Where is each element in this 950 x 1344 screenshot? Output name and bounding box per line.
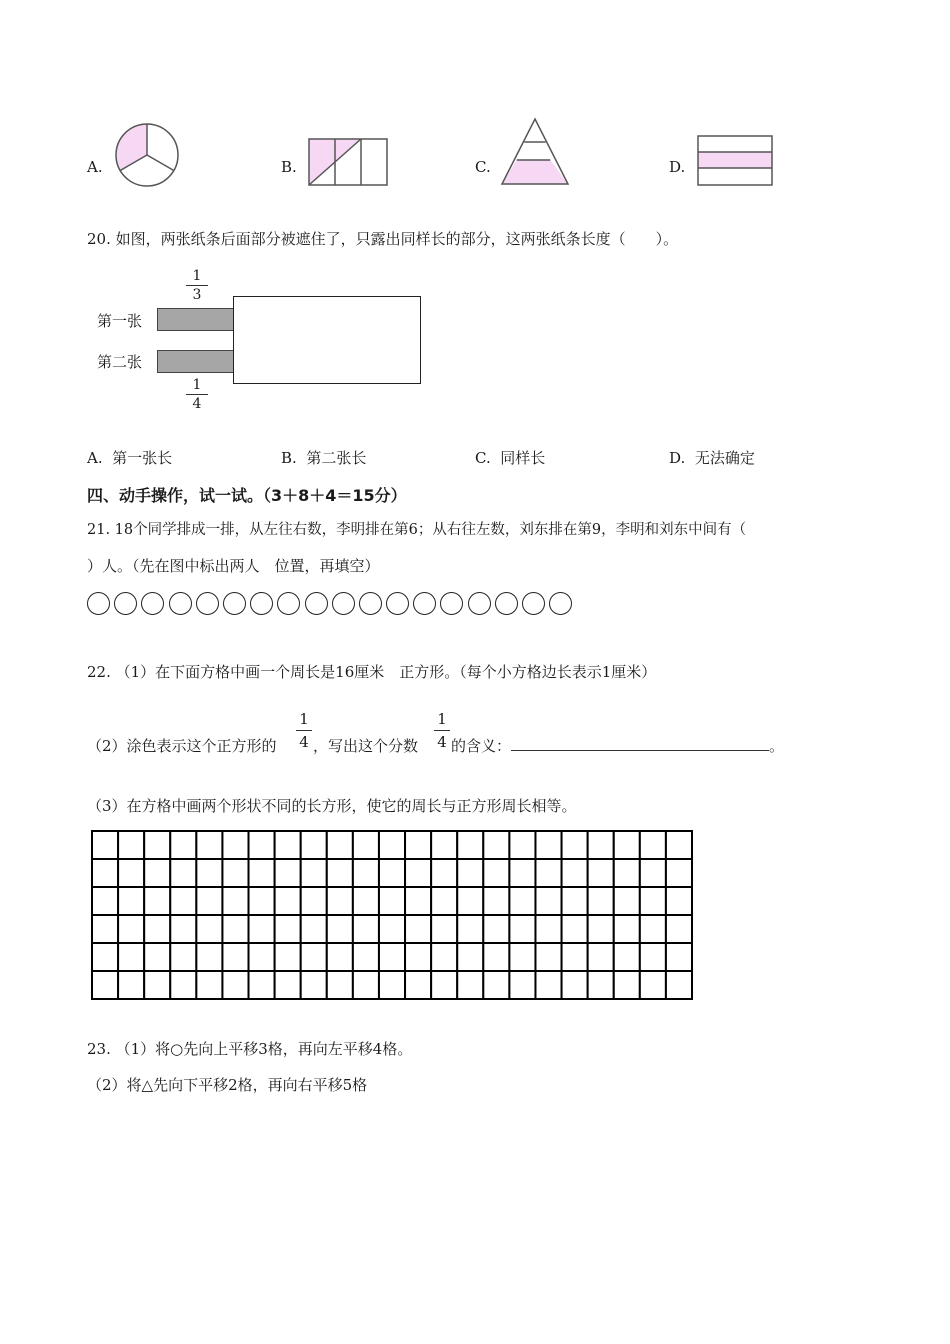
grid-cell[interactable] <box>640 887 666 915</box>
grid-cell[interactable] <box>327 971 353 999</box>
grid-cell[interactable] <box>614 831 640 859</box>
grid-cell[interactable] <box>327 859 353 887</box>
q20-strip2-label: 第二张 <box>97 353 143 371</box>
grid-cell[interactable] <box>431 915 457 943</box>
grid-cell[interactable] <box>144 971 170 999</box>
q22-frac1-denominator: 4 <box>299 733 309 751</box>
grid-cell[interactable] <box>405 943 431 971</box>
grid-cell[interactable] <box>640 943 666 971</box>
grid-cell[interactable] <box>196 887 222 915</box>
q19-bar-figure <box>695 134 775 188</box>
grid-cell[interactable] <box>431 859 457 887</box>
grid-cell[interactable] <box>249 859 275 887</box>
grid-cell[interactable] <box>509 971 535 999</box>
grid-cell[interactable] <box>353 943 379 971</box>
grid-cell[interactable] <box>588 971 614 999</box>
q20-option-b <box>281 448 366 468</box>
q20-strip1 <box>157 308 235 331</box>
grid-cell[interactable] <box>483 859 509 887</box>
grid-cell[interactable] <box>666 943 692 971</box>
grid-cell[interactable] <box>457 887 483 915</box>
q22-answer-blank[interactable] <box>511 736 769 751</box>
grid-cell[interactable] <box>614 943 640 971</box>
q20-strip2 <box>157 350 235 373</box>
q20-option-c-text: 同样长 <box>500 449 546 467</box>
grid-cell[interactable] <box>275 859 301 887</box>
grid-cell[interactable] <box>118 887 144 915</box>
grid-cell[interactable] <box>614 915 640 943</box>
grid-cell[interactable] <box>144 887 170 915</box>
grid-cell[interactable] <box>275 887 301 915</box>
grid-cell[interactable] <box>170 831 196 859</box>
grid-cell[interactable] <box>588 943 614 971</box>
grid-cell[interactable] <box>640 859 666 887</box>
grid-cell[interactable] <box>640 971 666 999</box>
q23-part2: （2）将△先向下平移2格，再向右平移5格 <box>87 1076 368 1094</box>
q21-student-circle[interactable] <box>332 592 355 615</box>
q21-student-circle[interactable] <box>114 592 137 615</box>
q21-student-circle[interactable] <box>141 592 164 615</box>
grid-cell[interactable] <box>588 887 614 915</box>
q21-student-circle[interactable] <box>223 592 246 615</box>
grid-cell[interactable] <box>562 943 588 971</box>
grid-cell[interactable] <box>431 887 457 915</box>
grid-cell[interactable] <box>614 887 640 915</box>
grid-cell[interactable] <box>405 915 431 943</box>
grid-cell[interactable] <box>457 971 483 999</box>
q21-student-circle[interactable] <box>359 592 382 615</box>
grid-cell[interactable] <box>562 915 588 943</box>
grid-cell[interactable] <box>144 831 170 859</box>
q21-student-circle[interactable] <box>196 592 219 615</box>
q22-part3: （3）在方格中画两个形状不同的长方形，使它的周长与正方形周长相等。 <box>87 797 577 815</box>
grid-cell[interactable] <box>353 887 379 915</box>
grid-cell[interactable] <box>431 943 457 971</box>
grid-cell[interactable] <box>275 971 301 999</box>
q21-student-circle[interactable] <box>305 592 328 615</box>
grid-cell[interactable] <box>92 859 118 887</box>
grid-cell[interactable] <box>379 831 405 859</box>
q19-option-d-label: D. <box>669 158 686 176</box>
grid-cell[interactable] <box>249 887 275 915</box>
q19-option-b-label: B. <box>281 158 297 176</box>
grid-cell[interactable] <box>327 915 353 943</box>
grid-cell[interactable] <box>301 943 327 971</box>
grid-cell[interactable] <box>170 859 196 887</box>
grid-cell[interactable] <box>196 859 222 887</box>
grid-cell[interactable] <box>249 943 275 971</box>
grid-cell[interactable] <box>535 915 561 943</box>
grid-cell[interactable] <box>222 831 248 859</box>
grid-cell[interactable] <box>509 859 535 887</box>
grid-cell[interactable] <box>144 859 170 887</box>
grid-cell[interactable] <box>196 971 222 999</box>
grid-cell[interactable] <box>535 859 561 887</box>
grid-cell[interactable] <box>483 887 509 915</box>
q20-frac1-denominator: 3 <box>192 287 202 303</box>
q21-student-circle[interactable] <box>413 592 436 615</box>
q21-student-circle[interactable] <box>495 592 518 615</box>
q21-student-circle[interactable] <box>440 592 463 615</box>
grid-cell[interactable] <box>327 887 353 915</box>
grid-cell[interactable] <box>405 887 431 915</box>
grid-cell[interactable] <box>509 915 535 943</box>
grid-cell[interactable] <box>301 859 327 887</box>
q20-option-c-letter: C. <box>475 449 491 467</box>
grid-cell[interactable] <box>301 887 327 915</box>
q20-strip1-label: 第一张 <box>97 312 143 330</box>
grid-cell[interactable] <box>457 831 483 859</box>
grid-cell[interactable] <box>249 831 275 859</box>
grid-cell[interactable] <box>640 915 666 943</box>
grid-cell[interactable] <box>222 915 248 943</box>
grid-cell[interactable] <box>379 859 405 887</box>
q22-part2-b: ，写出这个分数 <box>313 737 419 755</box>
grid-cell[interactable] <box>457 915 483 943</box>
grid-cell[interactable] <box>92 915 118 943</box>
q21-line2: ）人。（先在图中标出两人 位置，再填空） <box>87 557 380 575</box>
q22-frac2-denominator: 4 <box>437 733 447 751</box>
q19-rectangle-figure <box>306 137 390 188</box>
grid-cell[interactable] <box>353 971 379 999</box>
grid-cell[interactable] <box>144 915 170 943</box>
grid-cell[interactable] <box>222 943 248 971</box>
q20-option-d-letter: D. <box>669 449 686 467</box>
grid-cell[interactable] <box>118 831 144 859</box>
grid-cell[interactable] <box>562 971 588 999</box>
grid-cell[interactable] <box>614 971 640 999</box>
q22-part2-fraction-2 <box>434 709 450 752</box>
grid-cell[interactable] <box>249 915 275 943</box>
q22-square-grid[interactable] <box>90 829 694 1001</box>
q20-cover-box <box>233 296 421 384</box>
grid-cell[interactable] <box>666 971 692 999</box>
grid-cell[interactable] <box>509 887 535 915</box>
grid-cell[interactable] <box>666 887 692 915</box>
q21-student-circle[interactable] <box>386 592 409 615</box>
q20-frac1-numerator: 1 <box>192 268 202 284</box>
q20-option-d <box>669 448 755 468</box>
q19-triangle-figure <box>498 116 572 188</box>
q19-circle-figure <box>113 121 183 191</box>
grid-cell[interactable] <box>588 859 614 887</box>
q20-option-b-letter: B. <box>281 449 297 467</box>
q20-option-b-text: 第二张长 <box>306 449 367 467</box>
grid-cell[interactable] <box>92 971 118 999</box>
grid-cell[interactable] <box>92 831 118 859</box>
q20-option-a-text: 第一张长 <box>112 449 173 467</box>
grid-cell[interactable] <box>118 915 144 943</box>
grid-cell[interactable] <box>666 831 692 859</box>
q21-line1: 21. 18个同学排成一排，从左往右数，李明排在第6；从右往左数，刘东排在第9，李明和刘东中间有（ <box>87 522 747 538</box>
grid-cell[interactable] <box>170 887 196 915</box>
q22-part2-fraction-1 <box>296 709 312 752</box>
grid-cell[interactable] <box>327 831 353 859</box>
grid-cell[interactable] <box>509 831 535 859</box>
q20-option-a-letter: A. <box>87 449 103 467</box>
q19-bar-shaded-middle <box>698 152 772 168</box>
grid-cell[interactable] <box>562 831 588 859</box>
grid-cell[interactable] <box>379 943 405 971</box>
q20-option-a <box>87 448 172 468</box>
grid-cell[interactable] <box>301 971 327 999</box>
q20-fraction-top <box>186 268 208 303</box>
grid-cell[interactable] <box>588 831 614 859</box>
grid-cell[interactable] <box>275 915 301 943</box>
grid-cell[interactable] <box>483 831 509 859</box>
grid-cell[interactable] <box>431 971 457 999</box>
grid-cell[interactable] <box>222 971 248 999</box>
grid-cell[interactable] <box>405 859 431 887</box>
grid-cell[interactable] <box>588 915 614 943</box>
grid-cell[interactable] <box>196 943 222 971</box>
q19-option-c-label: C. <box>475 158 491 176</box>
grid-cell[interactable] <box>509 943 535 971</box>
grid-cell[interactable] <box>535 971 561 999</box>
grid-cell[interactable] <box>353 915 379 943</box>
q21-student-circle[interactable] <box>250 592 273 615</box>
grid-cell[interactable] <box>483 915 509 943</box>
q20-question: 20. 如图，两张纸条后面部分被遮住了，只露出同样长的部分，这两张纸条长度（ ）。 <box>87 230 679 248</box>
grid-cell[interactable] <box>118 859 144 887</box>
q21-circle-row <box>87 592 576 616</box>
grid-cell[interactable] <box>170 971 196 999</box>
grid-cell[interactable] <box>379 971 405 999</box>
grid-cell[interactable] <box>640 831 666 859</box>
q20-frac2-denominator: 4 <box>192 396 202 412</box>
q22-part2-a: （2）涂色表示这个正方形的 <box>87 737 277 755</box>
section4-title: 四、动手操作，试一试。（3＋8＋4＝15分） <box>87 486 407 505</box>
q23-part1: 23. （1）将○先向上平移3格，再向左平移4格。 <box>87 1040 413 1058</box>
grid-cell[interactable] <box>379 887 405 915</box>
q21-student-circle[interactable] <box>468 592 491 615</box>
q19-option-a-label: A. <box>87 158 103 176</box>
q20-frac2-numerator: 1 <box>192 377 202 393</box>
grid-cell[interactable] <box>405 971 431 999</box>
q22-part2-c-text: 的含义： <box>451 737 512 755</box>
grid-cell[interactable] <box>457 859 483 887</box>
grid-cell[interactable] <box>353 831 379 859</box>
grid-cell[interactable] <box>535 887 561 915</box>
q22-part1: 22. （1）在下面方格中画一个周长是16厘米 正方形。（每个小方格边长表示1厘米） <box>87 663 657 681</box>
grid-cell[interactable] <box>275 831 301 859</box>
q20-option-c <box>475 448 545 468</box>
grid-cell[interactable] <box>275 943 301 971</box>
grid-cell[interactable] <box>170 915 196 943</box>
grid-cell[interactable] <box>405 831 431 859</box>
grid-cell[interactable] <box>118 971 144 999</box>
grid-cell[interactable] <box>457 943 483 971</box>
q21-student-circle[interactable] <box>549 592 572 615</box>
grid-cell[interactable] <box>666 915 692 943</box>
q21-student-circle[interactable] <box>277 592 300 615</box>
q22-part2-end: 。 <box>769 737 785 755</box>
q20-fraction-bottom <box>186 377 208 412</box>
q21-student-circle[interactable] <box>169 592 192 615</box>
grid-cell[interactable] <box>353 859 379 887</box>
grid-cell[interactable] <box>562 859 588 887</box>
q21-student-circle[interactable] <box>522 592 545 615</box>
grid-cell[interactable] <box>666 859 692 887</box>
q22-frac1-numerator: 1 <box>299 710 309 728</box>
grid-cell[interactable] <box>431 831 457 859</box>
grid-cell[interactable] <box>483 971 509 999</box>
grid-cell[interactable] <box>535 831 561 859</box>
grid-cell[interactable] <box>118 943 144 971</box>
grid-cell[interactable] <box>222 859 248 887</box>
q20-option-d-text: 无法确定 <box>694 449 755 467</box>
grid-cell[interactable] <box>614 859 640 887</box>
grid-cell[interactable] <box>327 943 353 971</box>
grid-cell[interactable] <box>92 887 118 915</box>
q21-student-circle[interactable] <box>87 592 110 615</box>
grid-cell[interactable] <box>301 831 327 859</box>
grid-cell[interactable] <box>249 971 275 999</box>
grid-cell[interactable] <box>379 915 405 943</box>
grid-cell[interactable] <box>535 943 561 971</box>
grid-cell[interactable] <box>222 887 248 915</box>
q22-frac2-numerator: 1 <box>437 710 447 728</box>
grid-cell[interactable] <box>144 943 170 971</box>
grid-cell[interactable] <box>92 943 118 971</box>
grid-cell[interactable] <box>196 915 222 943</box>
grid-cell[interactable] <box>301 915 327 943</box>
grid-cell[interactable] <box>562 887 588 915</box>
grid-cell[interactable] <box>483 943 509 971</box>
grid-cell[interactable] <box>196 831 222 859</box>
grid-cell[interactable] <box>170 943 196 971</box>
q22-part2-c <box>451 736 784 756</box>
